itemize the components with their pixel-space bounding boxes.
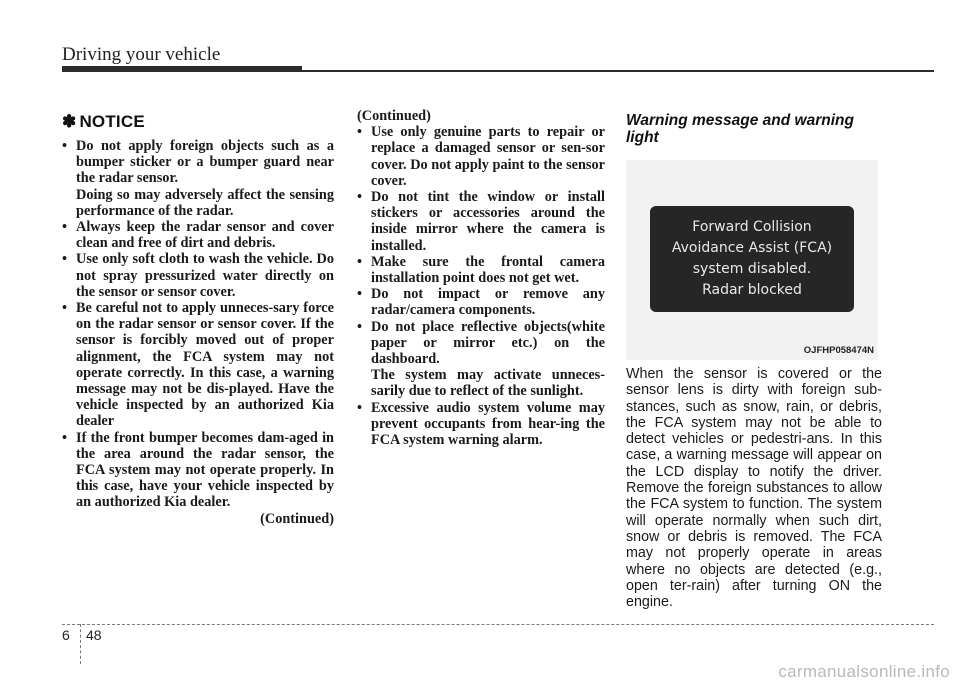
figure-code: OJFHP058474N <box>803 345 874 356</box>
footer-divider <box>80 624 81 664</box>
list-item: • Always keep the radar sensor and cover clean and free of dirt and debris. <box>62 219 334 252</box>
header-rule-thick <box>62 66 302 72</box>
lcd-display <box>650 206 854 312</box>
list-item: • Excessive audio system volume may prevent occupants from hear-ing the FCA system warning alarm. <box>357 399 605 449</box>
continued-label: (Continued) <box>260 510 334 527</box>
bullet-icon: • <box>357 253 363 270</box>
page-number: 48 <box>86 627 102 643</box>
list-item: • Do not apply foreign objects such as a bumper sticker or a bumper guard near the radar sensor. <box>62 138 334 187</box>
bullet-icon: • <box>357 189 363 206</box>
warning-section <box>626 108 882 610</box>
list-item: • Use only genuine parts to repair or replace a damaged sensor or sen-sor cover. Do not apply paint to the sensor cover. <box>357 124 605 189</box>
notice-title <box>62 112 334 132</box>
notice-list-2 <box>357 124 605 367</box>
section-heading: Warning message and warning light <box>626 112 854 146</box>
header-rule-thin <box>300 70 934 72</box>
lcd-line: Radar blocked <box>702 282 802 298</box>
notice-list-1 <box>62 138 334 187</box>
bullet-icon: • <box>357 124 363 141</box>
footer-rule <box>62 624 934 625</box>
notice-column-1 <box>62 108 334 527</box>
notice-star-icon: ✽ <box>62 112 77 131</box>
sub-paragraph: The system may activate unneces-sarily due to reflect of the sunlight. <box>371 367 605 400</box>
bullet-icon: • <box>357 286 363 303</box>
bullet-icon: • <box>62 300 68 317</box>
list-item: • Use only soft cloth to wash the vehicle. Do not spray pressurized water directly on the sensor or sensor cover. <box>62 251 334 300</box>
bullet-icon: • <box>62 429 68 446</box>
bullet-icon: • <box>357 399 363 416</box>
bullet-icon: • <box>62 219 68 236</box>
notice-title-text: NOTICE <box>79 112 145 131</box>
bullet-icon: • <box>62 251 68 268</box>
bullet-icon: • <box>62 138 68 154</box>
lcd-line: Avoidance Assist (FCA) <box>671 240 833 256</box>
list-item: • Do not tint the window or install stickers or accessories around the inside mirror where the camera is installed. <box>357 189 605 254</box>
body-paragraph: When the sensor is covered or the sensor lens is dirty with foreign sub-stances, such as snow, rain, or debris, the FCA system may not be able to detect vehicles or pedestri-ans. In this case, a warning message will appear on the LCD display to notify the driver. Remove the foreign substances to allow the FCA system to function. The system will operate normally when such dirt, snow or debris is removed. The FCA may not properly operate in areas where no objects are detected (e.g., open ter-rain) after turning ON the engine. <box>626 366 882 611</box>
sub-paragraph: Doing so may adversely affect the sensing performance of the radar. <box>76 186 334 219</box>
notice-list-2b <box>357 400 605 449</box>
list-item: • Be careful not to apply unneces-sary force on the radar sensor or sensor cover. If the sensor is forcibly moved out of proper alignment, the FCA system may not operate correctly. In this case, a warning message may not be dis-played. Have the vehicle inspected by an authorized Kia dealer <box>62 300 334 430</box>
list-item: • If the front bumper becomes dam-aged in the area around the radar sensor, the FCA system may not operate properly. In this case, have your vehicle inspected by an authorized Kia dealer. <box>62 429 334 511</box>
list-item: • Do not place reflective objects(white paper or mirror etc.) on the dashboard. <box>357 318 605 368</box>
watermark-text: carmanualsonline.info <box>778 662 950 681</box>
continued-label: (Continued) <box>357 108 431 124</box>
bullet-icon: • <box>357 318 363 335</box>
notice-column-2 <box>357 108 605 448</box>
chapter-number: 6 <box>62 627 70 643</box>
lcd-line: system disabled. <box>692 261 812 277</box>
list-item: • Do not impact or remove any radar/camera components. <box>357 286 605 319</box>
header-title: Driving your vehicle <box>62 44 221 65</box>
list-item: • Make sure the frontal camera installation point does not get wet. <box>357 253 605 287</box>
lcd-figure <box>626 160 878 360</box>
lcd-line: Forward Collision <box>692 219 812 235</box>
notice-list-1b <box>62 219 334 511</box>
